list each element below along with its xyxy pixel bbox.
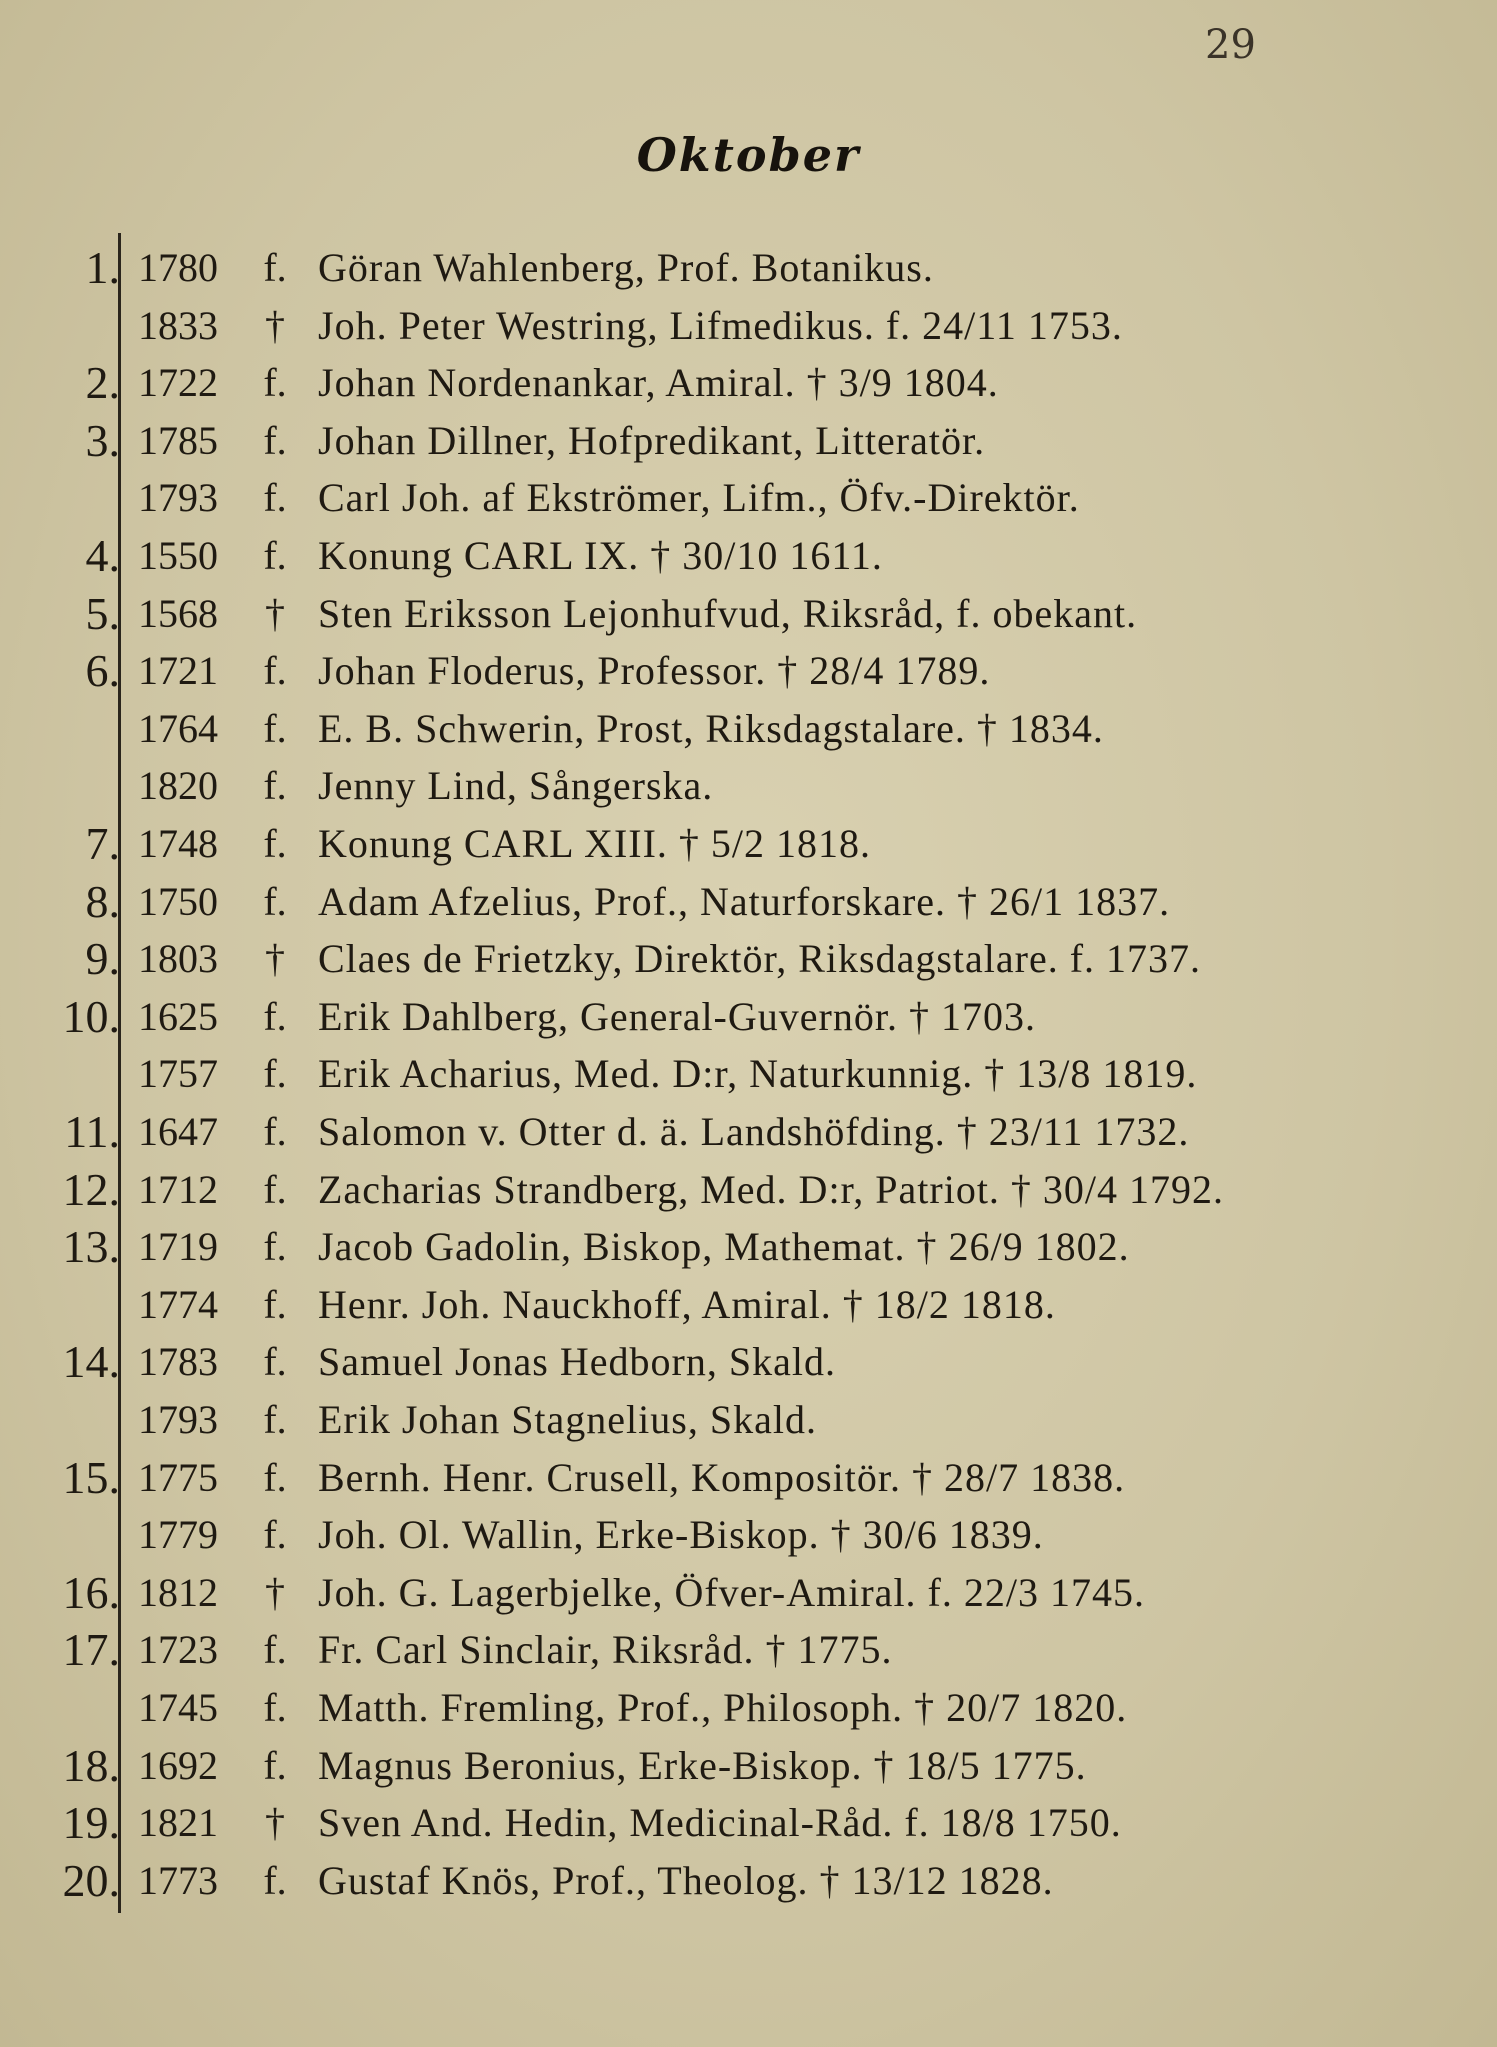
entry-year: 1785 — [138, 417, 218, 463]
day-label: 10. — [62, 990, 120, 1042]
page-number: 29 — [1205, 22, 1256, 68]
calendar-entry — [0, 355, 1497, 411]
entry-text: Zacharias Strandberg, Med. D:r, Patriot. † 30/4 1792. — [318, 1166, 1225, 1212]
entry-text: Johan Dillner, Hofpredikant, Litteratör. — [318, 417, 986, 463]
entry-text: Magnus Beronius, Erke-Biskop. † 18/5 1775. — [318, 1742, 1087, 1788]
entry-mark: f. — [263, 648, 287, 694]
entry-year: 1748 — [138, 821, 218, 866]
day-label: 8. — [85, 875, 120, 927]
calendar-entry — [0, 240, 1497, 296]
calendar-entry — [0, 931, 1497, 987]
entry-year: 1647 — [138, 1109, 218, 1154]
entry-text: Joh. G. Lagerbjelke, Öfver-Amiral. f. 22/3 1745. — [318, 1569, 1145, 1615]
calendar-entry — [0, 1277, 1497, 1333]
entry-mark: f. — [263, 360, 287, 406]
entry-mark: f. — [263, 1627, 287, 1673]
day-label: 11. — [64, 1106, 120, 1157]
calendar-entry — [0, 1046, 1497, 1102]
day-label: 17. — [62, 1624, 120, 1676]
entry-year: 1783 — [138, 1339, 218, 1385]
day-label: 14. — [62, 1336, 120, 1388]
day-label: 15. — [62, 1451, 120, 1503]
entry-text: Johan Nordenankar, Amiral. † 3/9 1804. — [318, 360, 999, 406]
entry-mark: f. — [263, 1224, 287, 1270]
entry-year: 1833 — [138, 302, 218, 348]
entry-text: Erik Acharius, Med. D:r, Naturkunnig. † 13/8 1819. — [318, 1051, 1198, 1097]
entry-mark: f. — [263, 705, 287, 751]
calendar-entry — [0, 1795, 1497, 1851]
entry-mark: † — [265, 936, 285, 982]
calendar-entry — [0, 1680, 1497, 1736]
entry-text: Konung CARL XIII. † 5/2 1818. — [318, 821, 872, 866]
entry-year: 1719 — [138, 1224, 218, 1270]
entry-year: 1750 — [138, 878, 218, 924]
calendar-entry — [0, 1622, 1497, 1678]
calendar-entry — [0, 298, 1497, 354]
entry-text: Göran Wahlenberg, Prof. Botanikus. — [318, 245, 934, 290]
day-label: 2. — [85, 357, 120, 409]
entry-year: 1757 — [138, 1051, 218, 1097]
entry-mark: f. — [263, 533, 287, 578]
day-label: 1. — [85, 242, 120, 293]
entry-text: Joh. Peter Westring, Lifmedikus. f. 24/11 1753. — [318, 302, 1123, 348]
entry-text: Bernh. Henr. Crusell, Kompositör. † 28/7 1838. — [318, 1454, 1126, 1500]
entry-mark: † — [265, 1800, 285, 1846]
entry-mark: † — [265, 590, 285, 636]
entry-text: Fr. Carl Sinclair, Riksråd. † 1775. — [318, 1627, 893, 1673]
calendar-entry — [0, 1450, 1497, 1506]
entry-year: 1779 — [138, 1512, 218, 1558]
entry-mark: f. — [263, 1109, 287, 1154]
entry-text: Sven And. Hedin, Medicinal-Råd. f. 18/8 1750. — [318, 1800, 1122, 1846]
calendar-entry — [0, 1507, 1497, 1563]
entry-mark: f. — [263, 1512, 287, 1558]
entry-year: 1812 — [138, 1569, 218, 1615]
day-label: 20. — [62, 1854, 120, 1906]
calendar-entry — [0, 1853, 1497, 1909]
day-label: 5. — [85, 587, 120, 639]
entry-mark: f. — [263, 993, 287, 1039]
day-label: 12. — [62, 1163, 120, 1215]
day-label: 3. — [85, 414, 120, 466]
entry-mark: † — [265, 1569, 285, 1615]
entry-year: 1721 — [138, 648, 218, 694]
calendar-entry — [0, 586, 1497, 642]
entry-mark: f. — [263, 878, 287, 924]
entry-mark: f. — [263, 1051, 287, 1097]
entry-text: Johan Floderus, Professor. † 28/4 1789. — [318, 648, 991, 694]
entry-mark: † — [265, 302, 285, 348]
entry-text: Konung CARL IX. † 30/10 1611. — [318, 533, 883, 578]
calendar-entry — [0, 1334, 1497, 1390]
entry-year: 1625 — [138, 993, 218, 1039]
entry-mark: f. — [263, 1742, 287, 1788]
day-label: 16. — [62, 1566, 120, 1618]
entry-year: 1820 — [138, 763, 218, 809]
entry-text: Carl Joh. af Ekströmer, Lifm., Öfv.-Direktör. — [318, 475, 1080, 521]
entry-year: 1764 — [138, 705, 218, 751]
day-label: 18. — [62, 1739, 120, 1791]
calendar-entry — [0, 1104, 1497, 1160]
entry-year: 1780 — [138, 245, 218, 290]
entry-year: 1773 — [138, 1857, 218, 1903]
calendar-entry — [0, 528, 1497, 584]
entry-year: 1821 — [138, 1800, 218, 1846]
entry-mark: f. — [263, 1685, 287, 1730]
entry-year: 1712 — [138, 1166, 218, 1212]
entry-text: Sten Eriksson Lejonhufvud, Riksråd, f. obekant. — [318, 590, 1138, 636]
calendar-entry — [0, 413, 1497, 469]
entry-year: 1723 — [138, 1627, 218, 1673]
entry-mark: f. — [263, 475, 287, 521]
entry-year: 1745 — [138, 1685, 218, 1730]
entry-year: 1775 — [138, 1454, 218, 1500]
page-title: Oktober — [636, 128, 861, 182]
entry-year: 1722 — [138, 360, 218, 406]
day-label: 4. — [85, 530, 120, 581]
entry-text: Samuel Jonas Hedborn, Skald. — [318, 1339, 836, 1385]
entry-year: 1774 — [138, 1281, 218, 1327]
entry-text: Joh. Ol. Wallin, Erke-Biskop. † 30/6 1839. — [318, 1512, 1044, 1558]
entry-year: 1793 — [138, 475, 218, 521]
day-label: 19. — [62, 1797, 120, 1849]
calendar-entry — [0, 1162, 1497, 1218]
entry-mark: f. — [263, 821, 287, 866]
entry-mark: f. — [263, 763, 287, 809]
entry-text: Gustaf Knös, Prof., Theolog. † 13/12 1828. — [318, 1857, 1054, 1903]
entry-year: 1793 — [138, 1397, 218, 1442]
entry-text: Henr. Joh. Nauckhoff, Amiral. † 18/2 1818. — [318, 1281, 1056, 1327]
entry-year: 1568 — [138, 590, 218, 636]
day-label: 9. — [85, 933, 120, 985]
calendar-entry — [0, 1738, 1497, 1794]
calendar-entry — [0, 1219, 1497, 1275]
entry-text: Adam Afzelius, Prof., Naturforskare. † 26/1 1837. — [318, 878, 1171, 924]
entry-text: Salomon v. Otter d. ä. Landshöfding. † 23/11 1732. — [318, 1109, 1190, 1154]
entry-text: Erik Johan Stagnelius, Skald. — [318, 1397, 817, 1442]
day-label: 13. — [62, 1221, 120, 1273]
entry-text: Matth. Fremling, Prof., Philosoph. † 20/7 1820. — [318, 1685, 1128, 1730]
calendar-entry — [0, 643, 1497, 699]
entry-text: Jacob Gadolin, Biskop, Mathemat. † 26/9 1802. — [318, 1224, 1130, 1270]
entry-text: E. B. Schwerin, Prost, Riksdagstalare. † 1834. — [318, 705, 1104, 751]
entry-text: Claes de Frietzky, Direktör, Riksdagstalare. f. 1737. — [318, 936, 1202, 982]
entry-mark: f. — [263, 1857, 287, 1903]
entry-mark: f. — [263, 1454, 287, 1500]
calendar-entry — [0, 1565, 1497, 1621]
entry-year: 1550 — [138, 533, 218, 578]
calendar-entry — [0, 470, 1497, 526]
entry-mark: f. — [263, 1166, 287, 1212]
calendar-entry — [0, 816, 1497, 872]
calendar-entry — [0, 874, 1497, 930]
entry-year: 1692 — [138, 1742, 218, 1788]
entry-text: Jenny Lind, Sångerska. — [318, 763, 714, 809]
entry-mark: f. — [263, 245, 287, 290]
entry-mark: f. — [263, 1281, 287, 1327]
entry-mark: f. — [263, 1339, 287, 1385]
entry-year: 1803 — [138, 936, 218, 982]
calendar-entry — [0, 989, 1497, 1045]
calendar-entry — [0, 701, 1497, 757]
calendar-entry — [0, 758, 1497, 814]
calendar-entry — [0, 1392, 1497, 1448]
day-label: 6. — [85, 645, 120, 697]
entry-mark: f. — [263, 417, 287, 463]
entry-text: Erik Dahlberg, General-Guvernör. † 1703. — [318, 993, 1036, 1039]
entry-mark: f. — [263, 1397, 287, 1442]
day-label: 7. — [85, 818, 120, 869]
